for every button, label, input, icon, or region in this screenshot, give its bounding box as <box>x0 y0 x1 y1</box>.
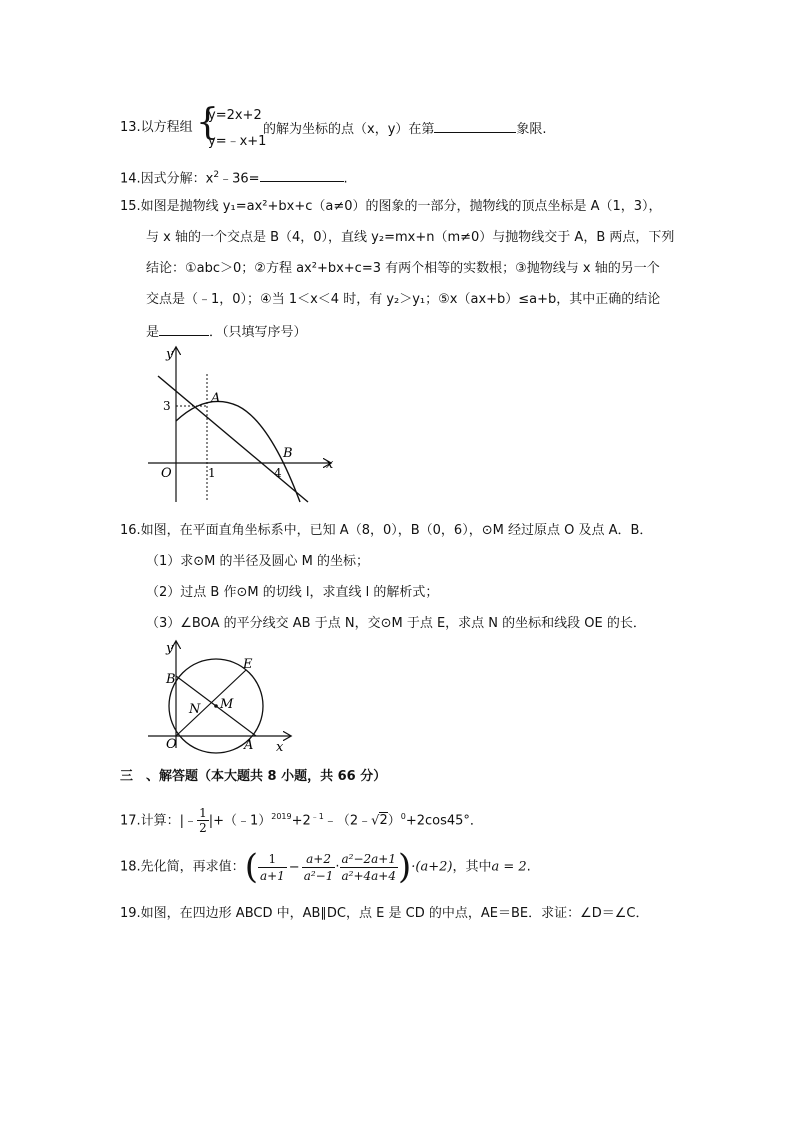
fig15-tick-4: 4 <box>274 466 282 480</box>
q15-line2: 与 x 轴的一个交点是 B（4，0），直线 y₂=mx+n（m≠0）与抛物线交于 A，B 两点，下列 <box>146 230 675 245</box>
q14-rest: ﹣36= <box>219 171 260 187</box>
q16-part1: （1）求⊙M 的半径及圆心 M 的坐标； <box>146 554 369 569</box>
q15-line5b: ．（只填写序号） <box>209 325 307 340</box>
q19-text: 19.如图，在四边形 ABCD 中，AB∥DC，点 E 是 CD 的中点，AE＝BE．求证：∠D＝∠C． <box>120 906 649 921</box>
q17-sqrt-arg: 2 <box>379 813 388 829</box>
q18-cond-prefix: ，其中 <box>452 859 492 875</box>
equation-system <box>196 102 267 151</box>
center-m-dot <box>214 704 218 708</box>
q18-fraction-1 <box>258 851 287 884</box>
fig16-label-e: E <box>243 657 253 672</box>
q17-fraction-den: 2 <box>199 821 207 836</box>
q16-part2: （2）过点 B 作⊙M 的切线 l，求直线 l 的解析式； <box>146 585 439 600</box>
q13-prefix: 13.以方程组 <box>120 120 193 135</box>
q14-sup: 2 <box>213 170 220 180</box>
line-y2 <box>158 376 308 502</box>
q17-fraction-num: 1 <box>199 806 207 821</box>
sqrt-symbol: √ <box>371 813 380 829</box>
fig15-label-x: x <box>326 457 334 472</box>
paren-left: ( <box>244 847 258 887</box>
fig16-label-x: x <box>276 740 284 755</box>
q14-text <box>120 166 348 188</box>
q15-parabola-figure <box>140 342 340 507</box>
q15-line1: 15.如图是抛物线 y₁=ax²+bx+c（a≠0）的图象的一部分，抛物线的顶点坐标是 A（1，3）， <box>120 199 662 214</box>
q18-fraction-3 <box>340 851 399 884</box>
q15-line5a: 是 <box>146 325 160 340</box>
q17-suffix: +2cos45°． <box>405 813 483 829</box>
fig15-label-a: A <box>211 391 221 406</box>
q15-line3: 结论：①abc＞0；②方程 ax²+bx+c=3 有两个相等的实数根；③抛物线与 x 轴的另一个 <box>146 261 660 276</box>
q15-answer-blank[interactable] <box>159 322 209 336</box>
q18-f2-num: a+2 <box>302 851 336 868</box>
q18-end: . <box>526 859 531 875</box>
q17-exp2: ﹣1 <box>310 812 324 821</box>
q17-exp3: 0 <box>400 812 406 821</box>
segment-oe <box>176 670 246 736</box>
equation-2: y=﹣x+1 <box>208 134 267 149</box>
q15-line5 <box>146 322 307 342</box>
parabola-curve <box>176 401 300 502</box>
q18-text <box>120 846 531 888</box>
q18-f2-den: a²−1 <box>303 868 334 883</box>
fig15-tick-3: 3 <box>163 399 171 413</box>
q14-answer-blank[interactable] <box>260 168 344 182</box>
fig15-label-b: B <box>283 446 293 461</box>
fig16-label-a: A <box>244 738 254 753</box>
q18-dot: · <box>335 859 340 875</box>
brace-symbol: { <box>196 102 219 143</box>
fig16-label-m: M <box>220 697 234 712</box>
section-three-heading: 三 、解答题（本大题共 8 小题，共 66 分） <box>120 769 387 784</box>
q13-suffix: 象限. <box>516 122 547 137</box>
q18-fraction-2 <box>302 851 336 884</box>
q18-f3-num: a²−2a+1 <box>341 851 396 866</box>
q13-answer-blank[interactable] <box>434 119 516 133</box>
fig15-label-y: y <box>166 347 174 362</box>
fig16-label-b: B <box>166 672 176 687</box>
q18-tail: ·(a+2) <box>411 859 453 875</box>
fig16-label-o: O <box>166 737 177 752</box>
q18-condition: a = 2 <box>491 859 527 875</box>
q16-part3: （3）∠BOA 的平分线交 AB 于点 N，交⊙M 于点 E，求点 N 的坐标和线段 OE 的长． <box>146 616 646 631</box>
q17-mid4: ） <box>387 813 401 829</box>
q14-prefix: 14.因式分解：x <box>120 171 214 187</box>
q18-f1-num: 1 <box>258 851 287 868</box>
fig15-label-o: O <box>161 466 172 481</box>
q17-exp1: 2019 <box>271 812 292 821</box>
q16-line1: 16.如图，在平面直角坐标系中，已知 A（8，0），B（0，6），⊙M 经过原点 O 及点 A．B． <box>120 523 653 538</box>
fig15-tick-1: 1 <box>208 466 216 480</box>
q17-text <box>120 800 483 834</box>
q17-prefix: 17.计算：|﹣ <box>120 813 198 829</box>
q15-line4: 交点是（﹣1，0）；④当 1＜x＜4 时，有 y₂＞y₁；⑤x（ax+b）≤a+b，其中正确的结论 <box>146 292 661 307</box>
q17-mid3: ﹣（2﹣ <box>323 813 372 829</box>
q17-fraction <box>197 806 209 835</box>
q13-middle: 的解为坐标的点（x，y）在第 <box>263 122 435 137</box>
equation-1: y=2x+2 <box>208 108 262 123</box>
fig16-label-y: y <box>166 641 174 656</box>
fig16-label-n: N <box>189 702 201 717</box>
q17-mid2: +2 <box>291 813 311 829</box>
q14-suffix: . <box>343 171 348 187</box>
q16-circle-figure <box>140 638 300 758</box>
q18-f3-den: a²+4a+4 <box>341 868 396 883</box>
q17-mid: |+（﹣1） <box>208 813 272 829</box>
q13-text <box>263 119 547 139</box>
paren-right: ) <box>398 847 412 887</box>
q18-prefix: 18.先化简，再求值： <box>120 859 245 875</box>
q18-f1-den: a+1 <box>259 868 285 883</box>
q18-minus: − <box>288 859 300 875</box>
